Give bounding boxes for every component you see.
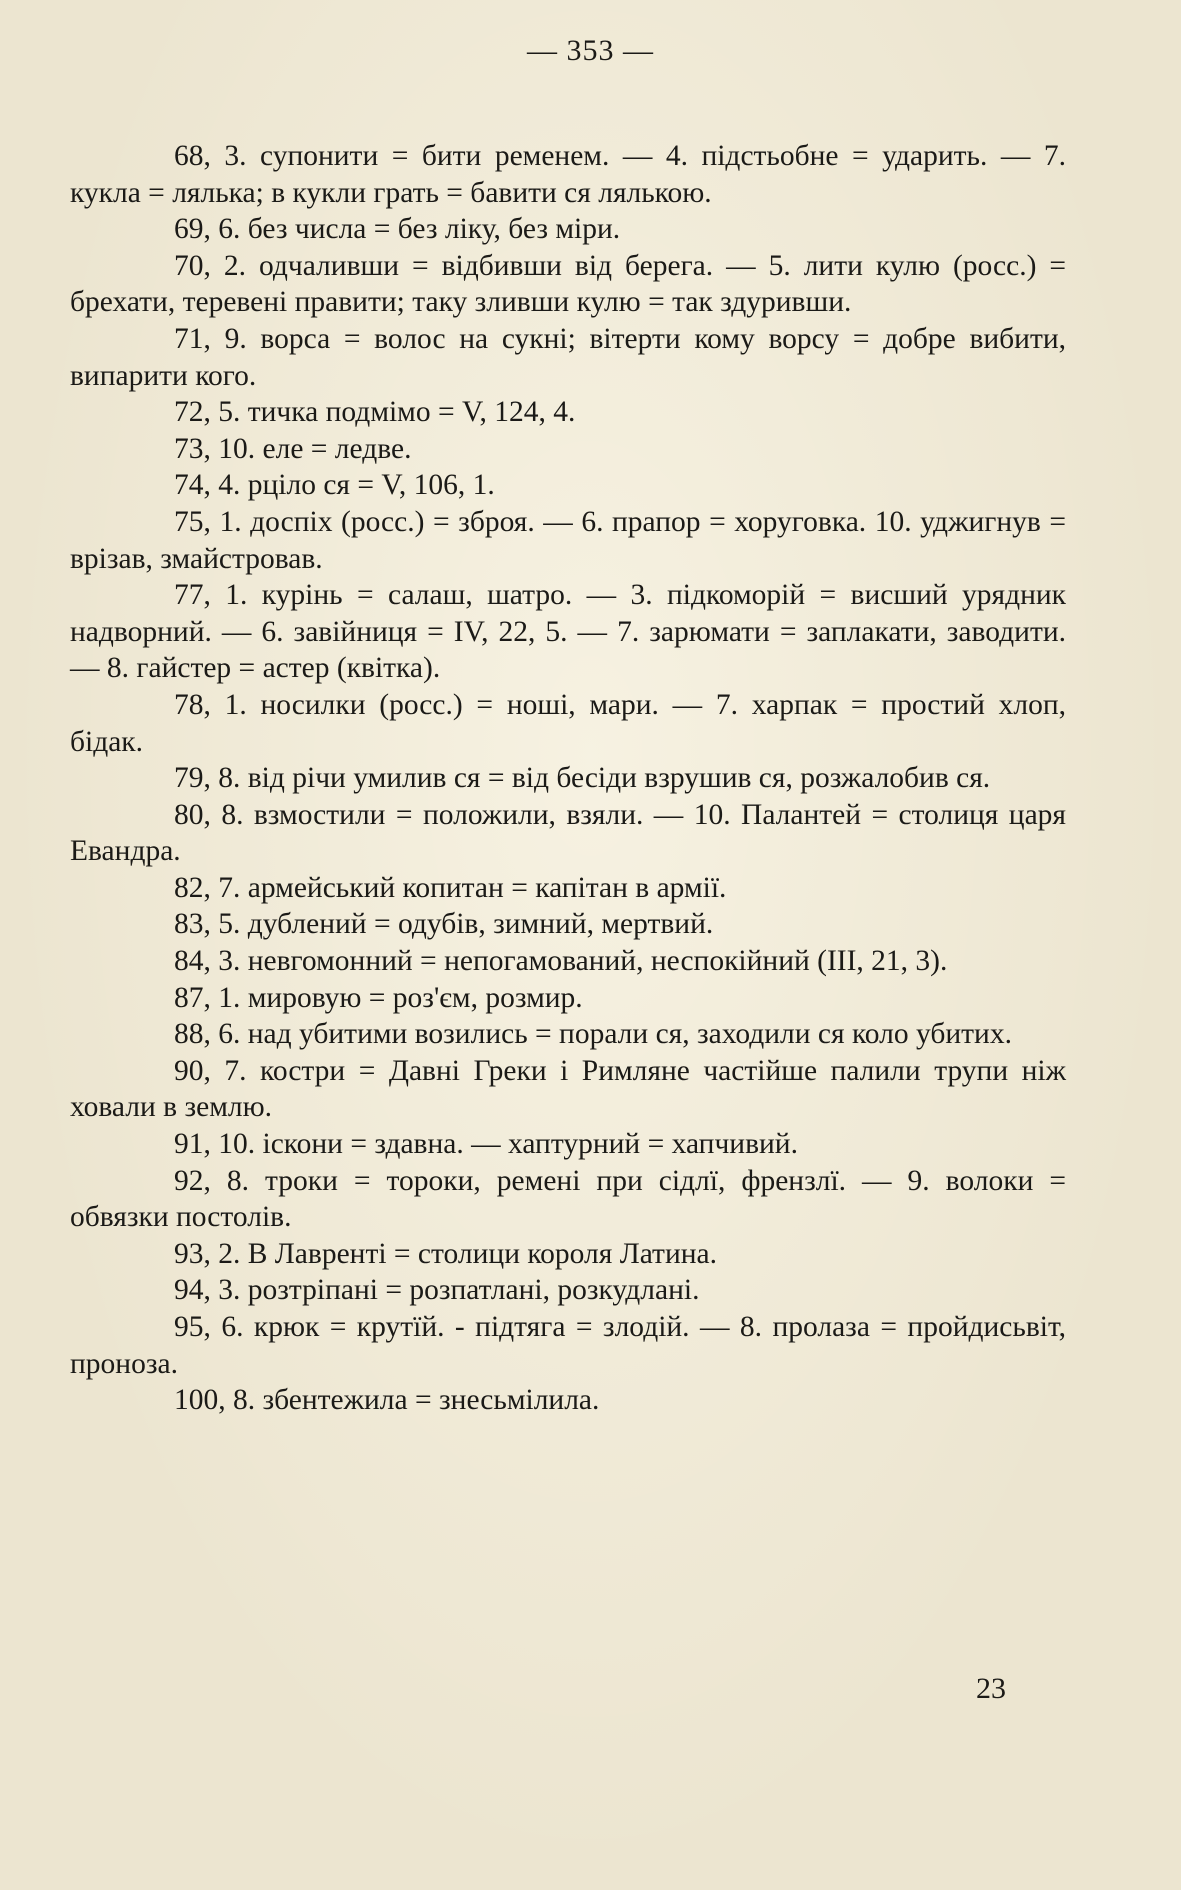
glossary-entry [70,870,1066,907]
entry-text: 9. ворса = волос на сукні; вітерти кому ворсу = добре вибити, випарити кого. [70,322,1067,392]
glossary-entry [70,467,1066,504]
entry-text: 1. курінь = салаш, шатро. — 3. підкоморій = висший урядник надворний. — 6. завійниця = IV, 22, 5. — 7. зарюмати = заплакати, заводити. — 8. гайстер = астер (квітка). [70,579,1066,685]
entry-number: 75, [174,505,211,538]
glossary-entry [70,1163,1066,1236]
glossary-entry [70,1053,1066,1126]
entry-number: 93, [174,1237,211,1270]
entry-number: 69, [174,213,211,246]
entry-number: 79, [174,762,211,795]
entry-text: 10. еле = ледве. [218,432,412,465]
entry-number: 88, [174,1018,211,1051]
glossary-entry [70,321,1066,394]
entry-number: 83, [174,908,211,941]
entry-text: 8. від річи умилив ся = від бесіди взрушив ся, розжалобив ся. [218,762,991,795]
entry-text: 5. дублений = одубів, зимний, мертвий. [218,908,714,941]
entry-text: 3. розтріпані = розпатлані, розкудлані. [218,1274,700,1307]
entry-number: 82, [174,871,211,904]
entry-text: 7. армейський копитан = капітан в армії. [218,871,727,904]
entry-number: 87, [174,981,211,1014]
glossary-entry [70,394,1066,431]
page-header: — 353 — [527,34,654,67]
glossary-entry [70,1382,1066,1419]
entry-text: 1. мировую = роз'єм, розмир. [218,981,583,1014]
entry-number: 68, [174,140,211,172]
glossary-entry [70,138,1066,211]
entry-text: 8. троки = тороки, ремені при сідлї, френзлї. — 9. волоки = обвязки постолів. [70,1164,1067,1234]
entry-number: 84, [174,945,211,978]
glossary-entry [70,1236,1066,1273]
glossary-entry [70,980,1066,1017]
entry-number: 100, [174,1384,226,1417]
entry-number: 94, [174,1274,211,1307]
entry-text: 1. доспіх (росс.) = зброя. — 6. прапор = хоруговка. 10. уджигнув = врізав, змайстровав. [70,505,1066,575]
entry-text: 6. над убитими возились = порали ся, заходили ся коло убитих. [218,1018,1012,1051]
glossary-entry [70,504,1066,577]
entry-number: 77, [174,579,211,612]
entry-text: 2. одчаливши = відбивши від берега. — 5. лити кулю (росс.) = брехати, теревені правити; таку зливши кулю = так здуривши. [70,249,1067,319]
glossary-text [70,138,1066,1419]
entry-number: 71, [174,322,211,355]
entry-number: 95, [174,1311,211,1343]
entry-number: 72, [174,396,211,429]
glossary-entry [70,906,1066,943]
glossary-entry [70,1309,1066,1382]
entry-text: 6. без числа = без ліку, без міри. [218,213,621,246]
entry-number: 73, [174,432,211,465]
entry-number: 90, [174,1054,211,1087]
entry-text: 8. взмостили = положили, взяли. — 10. Палантей = столиця царя Евандра. [70,798,1066,868]
entry-text: 6. крюк = крутїй. - підтяга = злодій. — 8. пролаза = пройдисьвіт, проноза. [70,1311,1066,1380]
signature-mark: 23 [976,1672,1006,1705]
glossary-entry [70,943,1066,980]
entry-text: 3. супонити = бити ременем. — 4. підстьобне = ударить. — 7. кукла = лялька; в кукли грать = бавити ся лялькою. [70,140,1066,209]
glossary-entry [70,1126,1066,1163]
glossary-entry [70,1016,1066,1053]
glossary-entry [70,431,1066,468]
glossary-entry [70,1272,1066,1309]
entry-text: 8. збентежила = знесьмілила. [233,1384,600,1417]
entry-number: 92, [174,1164,211,1197]
entry-text: 2. В Лавренті = столици короля Латина. [218,1237,717,1270]
entry-text: 1. носилки (росс.) = ноші, мари. — 7. харпак = простий хлоп, бідак. [70,688,1066,758]
glossary-entry [70,687,1066,760]
entry-text: 4. рціло ся = V, 106, 1. [218,469,495,502]
entry-text: 3. невгомонний = непогамований, неспокійний (III, 21, 3). [218,945,948,978]
entry-number: 74, [174,469,211,502]
entry-text: 10. іскони = здавна. — хаптурний = хапчивий. [218,1128,798,1161]
entry-number: 91, [174,1128,211,1161]
entry-number: 80, [174,798,211,831]
entry-number: 70, [174,249,211,282]
glossary-entry [70,211,1066,248]
glossary-entry [70,577,1066,687]
glossary-entry [70,248,1066,321]
entry-number: 78, [174,688,211,721]
entry-text: 5. тичка подмімо = V, 124, 4. [218,396,576,429]
entry-text: 7. костри = Давні Греки і Римляне частійше палили трупи ніж ховали в землю. [70,1054,1066,1124]
glossary-entry [70,797,1066,870]
glossary-entry [70,760,1066,797]
